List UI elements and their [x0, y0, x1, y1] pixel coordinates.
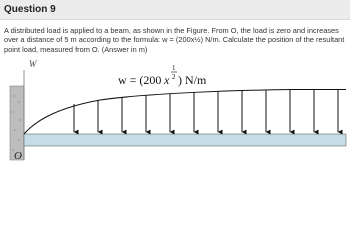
- wall-support: [10, 86, 24, 160]
- load-formula: [118, 64, 207, 87]
- origin-label: O: [14, 150, 22, 162]
- formula-variable: x: [164, 73, 170, 87]
- formula-rhs: ) N/m: [178, 73, 207, 87]
- load-arrows: [74, 90, 338, 133]
- formula-exponent-denominator: 2: [172, 73, 176, 81]
- load-axis-label: W: [29, 59, 37, 69]
- question-header: [0, 0, 350, 20]
- question-title: Question 9: [4, 4, 56, 15]
- beam-figure: [0, 56, 350, 163]
- formula-exponent-numerator: 1: [172, 64, 176, 72]
- question-text: A distributed load is applied to a beam, as shown in the Figure. From O, the load is zero and increases over a distance of 5 m according to the formula: w = (200x½) N/m. Calculate the position of the resultant point load, measured from O. (Answer in m): [4, 26, 345, 54]
- beam: [24, 134, 346, 146]
- formula-lhs: w = (200: [118, 73, 162, 87]
- load-curve: [24, 90, 296, 135]
